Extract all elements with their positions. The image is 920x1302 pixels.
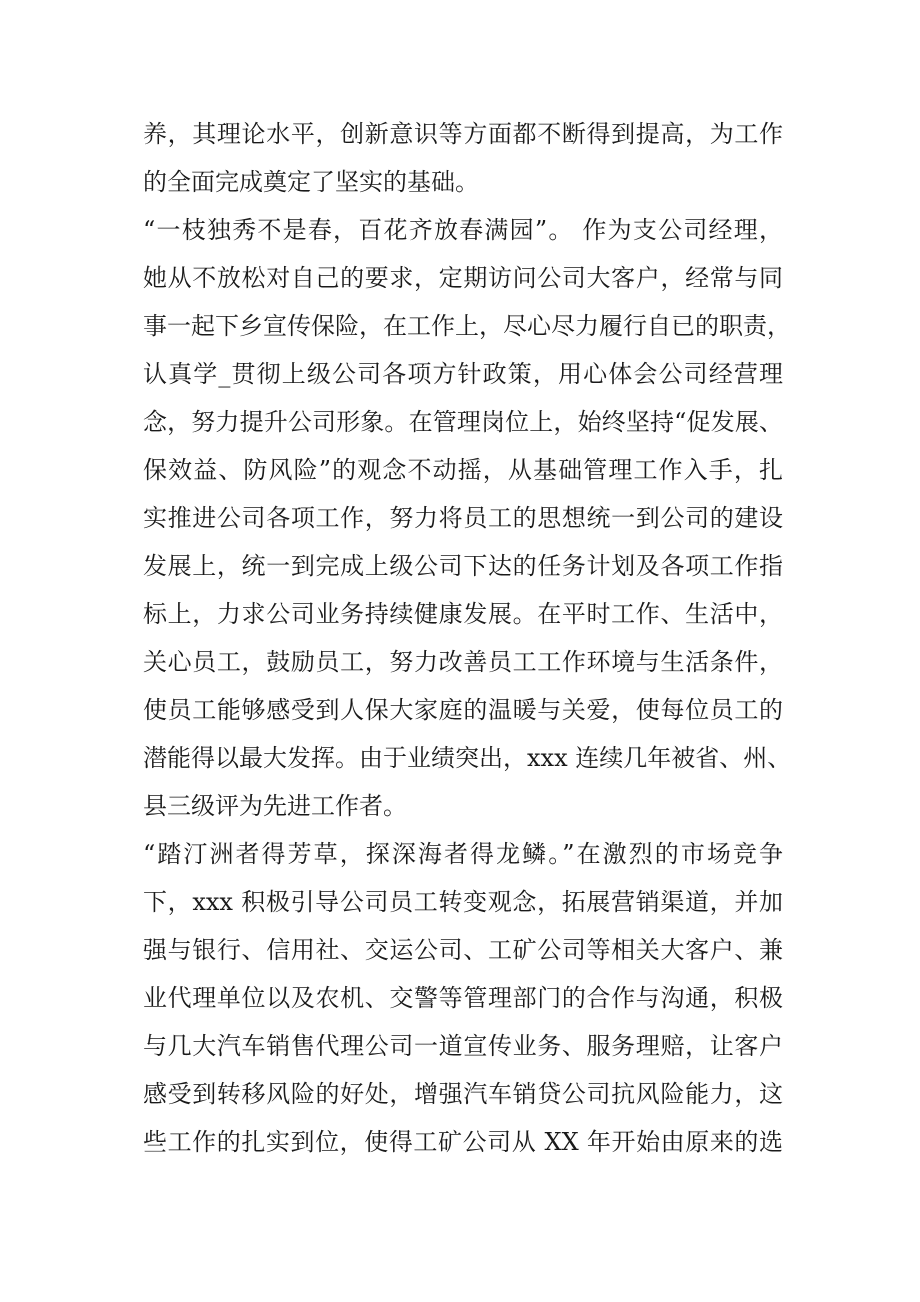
text-line: 与几大汽车销售代理公司一道宣传业务、服务理赔，让客户 <box>143 1032 783 1060</box>
text-line: 的全面完成奠定了坚实的基础。 <box>143 168 479 196</box>
text-line: 实推进公司各项工作，努力将员工的思想统一到公司的建设 <box>143 504 783 532</box>
text-line: 强与银行、信用社、交运公司、工矿公司等相关大客户、兼 <box>143 936 783 964</box>
text-line: 使员工能够感受到人保大家庭的温暖与关爱，使每位员工的 <box>143 696 783 724</box>
text-line: 念，努力提升公司形象。在管理岗位上，始终坚持“促发展、 <box>143 408 783 436</box>
text-line: “踏汀洲者得芳草，探深海者得龙鳞。”在激烈的市场竞争 <box>143 840 783 868</box>
text-line: 发展上，统一到完成上级公司下达的任务计划及各项工作指 <box>143 552 783 580</box>
document-body <box>143 110 792 1166</box>
text-line: 养，其理论水平，创新意识等方面都不断得到提高，为工作 <box>143 120 783 148</box>
paragraph-2 <box>143 206 792 830</box>
text-line: “一枝独秀不是春，百花齐放春满园”。 作为支公司经理， <box>143 216 783 244</box>
text-line: 保效益、防风险”的观念不动摇，从基础管理工作入手，扎 <box>143 456 783 484</box>
text-line: 她从不放松对自己的要求，定期访问公司大客户，经常与同 <box>143 264 783 292</box>
text-line: 县三级评为先进工作者。 <box>143 792 407 820</box>
text-line: 事一起下乡宣传保险，在工作上，尽心尽力履行自已的职责， <box>143 312 791 340</box>
text-line: 业代理单位以及农机、交警等管理部门的合作与沟通，积极 <box>143 984 783 1012</box>
text-line: 标上，力求公司业务持续健康发展。在平时工作、生活中， <box>143 600 783 628</box>
paragraph-3 <box>143 830 783 1166</box>
text-line: 关心员工，鼓励员工，努力改善员工工作环境与生活条件， <box>143 648 783 676</box>
text-line: 潜能得以最大发挥。由于业绩突出，xxx 连续几年被省、州、 <box>143 744 792 772</box>
text-line: 些工作的扎实到位，使得工矿公司从 XX 年开始由原来的选 <box>143 1128 783 1156</box>
text-line: 下，xxx 积极引导公司员工转变观念，拓展营销渠道，并加 <box>143 888 783 916</box>
text-line: 认真学_贯彻上级公司各项方针政策，用心体会公司经营理 <box>143 360 783 388</box>
paragraph-1 <box>143 110 783 206</box>
text-line: 感受到转移风险的好处，增强汽车销贷公司抗风险能力，这 <box>143 1080 783 1108</box>
